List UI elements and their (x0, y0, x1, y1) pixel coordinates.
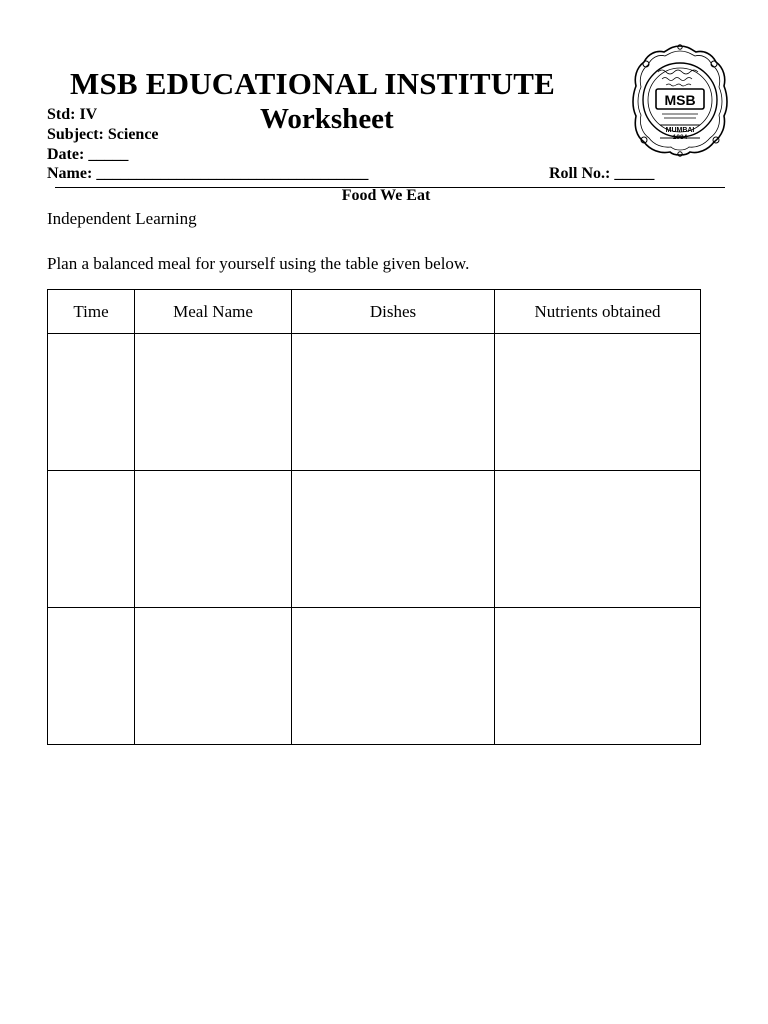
msb-logo (632, 42, 728, 158)
worksheet-title: Worksheet (260, 103, 394, 135)
column-header-meal-name: Meal Name (135, 290, 292, 334)
name-field: Name: __________________________________ (47, 165, 369, 182)
logo-text: MSB (664, 92, 696, 108)
date-field: Date: _____ (47, 146, 129, 163)
time-cell[interactable] (48, 471, 135, 608)
time-cell[interactable] (48, 334, 135, 471)
logo-city: MUMBAI (665, 127, 695, 134)
column-header-dishes: Dishes (292, 290, 495, 334)
meal-name-cell[interactable] (135, 608, 292, 745)
roll-number-field: Roll No.: _____ (549, 165, 655, 182)
meal-name-cell[interactable] (135, 334, 292, 471)
dishes-cell[interactable] (292, 334, 495, 471)
meal-name-cell[interactable] (135, 471, 292, 608)
subject-label: Subject: Science (47, 126, 159, 143)
nutrients-cell[interactable] (495, 334, 701, 471)
topic-title: Food We Eat (341, 187, 431, 204)
std-label: Std: IV (47, 106, 98, 123)
nutrients-cell[interactable] (495, 608, 701, 745)
dishes-cell[interactable] (292, 471, 495, 608)
time-cell[interactable] (48, 608, 135, 745)
meal-plan-table (47, 289, 701, 745)
dishes-cell[interactable] (292, 608, 495, 745)
table-row (48, 334, 701, 471)
nutrients-cell[interactable] (495, 471, 701, 608)
table-header-row (48, 290, 701, 334)
learning-mode: Independent Learning (47, 209, 197, 228)
table-row (48, 471, 701, 608)
column-header-time: Time (48, 290, 135, 334)
column-header-nutrients: Nutrients obtained (495, 290, 701, 334)
institute-title: MSB EDUCATIONAL INSTITUTE (70, 66, 556, 101)
instruction-text: Plan a balanced meal for yourself using the table given below. (47, 254, 470, 273)
table-row (48, 608, 701, 745)
logo-year: 1984 (672, 134, 688, 141)
